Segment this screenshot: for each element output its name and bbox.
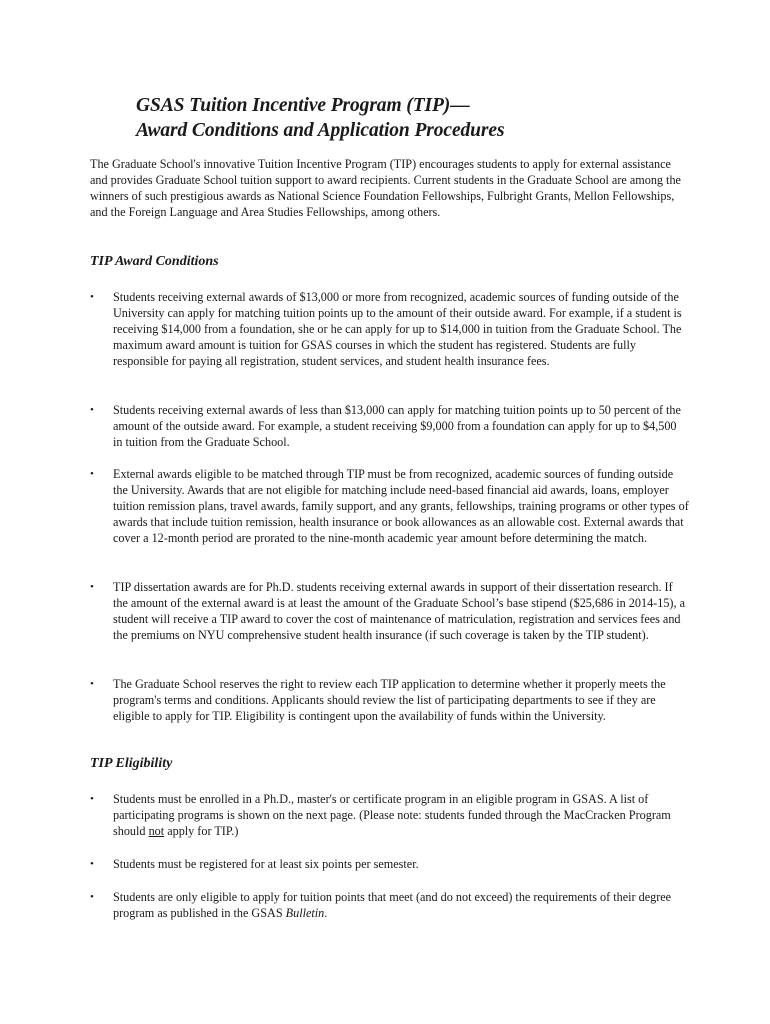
text-segment: apply for TIP.)	[164, 824, 239, 838]
underlined-word: not	[148, 824, 165, 838]
list-item-text: External awards eligible to be matched through TIP must be from recognized, academic sources of funding outside the University. Awards that are not eligible for matching include need-based financial aid awards, loans, employer tuition remission plans, travel awards, family support, and any grants, fellowships, training programs or other types of awards that include tuition remission, health insurance or book allowances as an allowable cost. External awards that cover a 12-month period are prorated to the nine-month academic year amount before determining the match.	[113, 467, 689, 545]
list-item-text: TIP dissertation awards are for Ph.D. students receiving external awards in support of their dissertation research. If the amount of the external award is at least the amount of the Graduate School’s base stipend ($25,686 in 2014-15), a student will receive a TIP award to cover the cost of maintenance of matriculation, registration and services fees and the premiums on NYU comprehensive student health insurance (if such coverage is taken by the TIP student).	[113, 580, 685, 642]
title-line-1: GSAS Tuition Incentive Program (TIP)—	[136, 95, 470, 116]
list-item-text: Students must be registered for at least six points per semester.	[113, 857, 419, 871]
list-item-text: Students receiving external awards of less than $13,000 can apply for matching tuition points up to 50 percent of the amount of the outside award. For example, a student receiving $9,000 from a foundation can apply for up to $4,500 in tuition from the Graduate School.	[113, 403, 681, 449]
text-segment: Students are only eligible to apply for tuition points that meet (and do not exceed) the requirements of their degree program as published in the GSAS	[113, 890, 672, 920]
list-item-text: Students receiving external awards of $13,000 or more from recognized, academic sources of funding outside of the University can apply for matching tuition points up to the amount of their outside award. For example, if a student is receiving $14,000 from a foundation, she or he can apply for up to $14,000 in tuition from the Graduate School. The maximum award amount is tuition for GSAS courses in which the student has registered. Students are fully responsible for paying all registration, student services, and student health insurance fees.	[113, 290, 682, 368]
document-title	[136, 93, 696, 143]
section-heading-eligibility: TIP Eligibility	[90, 756, 173, 771]
italic-word: Bulletin	[285, 906, 325, 920]
bullet-marker: •	[90, 581, 94, 593]
text-segment: Students must be enrolled in a Ph.D., master's or certificate program in an eligible program in GSAS. A list of participating programs is shown on the next page. (Please note: students funded through the MacCracken Program should	[113, 792, 671, 838]
bullet-marker: •	[90, 291, 94, 303]
intro-paragraph: The Graduate School's innovative Tuition Incentive Program (TIP) encourages students to apply for external assistance and provides Graduate School tuition support to award recipients. Current students in the Graduate School are among the winners of such prestigious awards as National Science Foundation Fellowships, Fulbright Grants, Mellon Fellowships, and the Foreign Language and Area Studies Fellowships, among others.	[90, 157, 681, 219]
title-line-2: Award Conditions and Application Procedures	[136, 120, 505, 141]
list-item-text: The Graduate School reserves the right to review each TIP application to determine whether it properly meets the program's terms and conditions. Applicants should review the list of participating departments to see if they are eligible to apply for TIP. Eligibility is contingent upon the availability of funds within the University.	[113, 677, 666, 723]
bullet-marker: •	[90, 678, 94, 690]
bullet-marker: •	[90, 404, 94, 416]
list-item-text	[113, 791, 689, 839]
bullet-marker: •	[90, 891, 94, 903]
text-segment: .	[324, 906, 328, 920]
section-heading-award-conditions: TIP Award Conditions	[90, 254, 219, 269]
bullet-marker: •	[90, 468, 94, 480]
list-item-text	[113, 889, 689, 921]
bullet-marker: •	[90, 793, 94, 805]
bullet-marker: •	[90, 858, 94, 870]
